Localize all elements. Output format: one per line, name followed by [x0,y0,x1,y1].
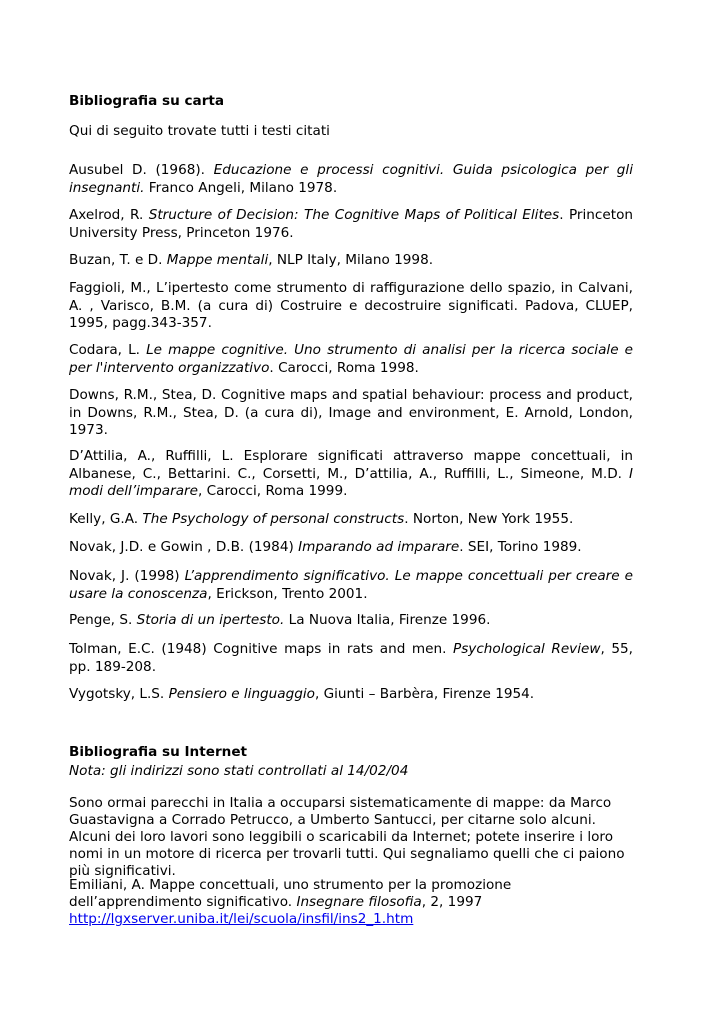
section-intro: Qui di seguito trovate tutti i testi citati [69,123,330,139]
reference-item: Ausubel D. (1968). Educazione e processi cognitivi. Guida psicologica per gli insegnanti. Franco Angeli, Milano 1978. [69,162,633,196]
reference-item: Penge, S. Storia di un ipertesto. La Nuova Italia, Firenze 1996. [69,612,491,628]
reference-item: Novak, J.D. e Gowin , D.B. (1984) Imparando ad imparare. SEI, Torino 1989. [69,539,582,555]
reference-item: Faggioli, M., L’ipertesto come strumento di raffigurazione dello spazio, in Calvani, A. , Varisco, B.M. (a cura di) Costruire e decostruire significati. Padova, CLUEP, 1995, pagg.343-357. [69,280,633,331]
reference-item: Axelrod, R. Structure of Decision: The Cognitive Maps of Political Elites. Princeton University Press, Princeton 1976. [69,207,633,241]
reference-item: Codara, L. Le mappe cognitive. Uno strumento di analisi per la ricerca sociale e per l'intervento organizzativo. Carocci, Roma 1998. [69,342,633,376]
section-note: Nota: gli indirizzi sono stati controllati al 14/02/04 [69,763,409,779]
reference-link[interactable]: http://lgxserver.uniba.it/lei/scuola/insfil/ins2_1.htm [69,911,414,927]
intro-paragraph: Sono ormai parecchi in Italia a occuparsi sistematicamente di mappe: da Marco Guastavigna a Corrado Petrucco, a Umberto Santucci, per citarne solo alcuni. Alcuni dei loro lavori sono leggibili o scaricabili da Internet; potete inserire i loro nomi in un motore di ricerca per trovarli tutti. Qui segnaliamo quelli che ci paiono più significativi. [69,795,625,879]
reference-item: Downs, R.M., Stea, D. Cognitive maps and spatial behaviour: process and product, in Downs, R.M., Stea, D. (a cura di), Image and environment, E. Arnold, London, 1973. [69,387,633,438]
reference-item: Novak, J. (1998) L’apprendimento significativo. Le mappe concettuali per creare e usare la conoscenza, Erickson, Trento 2001. [69,568,633,602]
reference-item: Buzan, T. e D. Mappe mentali, NLP Italy, Milano 1998. [69,252,434,268]
reference-item: Tolman, E.C. (1948) Cognitive maps in rats and men. Psychological Review, 55, pp. 189-208. [69,641,633,675]
section-title-paper: Bibliografia su carta [69,93,225,109]
section-title-internet: Bibliografia su Internet [69,744,248,760]
reference-item: Vygotsky, L.S. Pensiero e linguaggio, Giunti – Barbèra, Firenze 1954. [69,686,535,702]
web-reference-item: Emiliani, A. Mappe concettuali, uno strumento per la promozione dell’apprendimento significativo. Insegnare filosofia, 2, 1997 http://lgxserver.uniba.it/lei/scuola/insfil/ins2_1.htm [69,877,512,927]
reference-item: D’Attilia, A., Ruffilli, L. Esplorare significati attraverso mappe concettuali, in Albanese, C., Bettarini. C., Corsetti, M., D’attilia, A., Ruffilli, L., Simeone, M.D. I modi dell’imparare, Carocci, Roma 1999. [69,448,633,499]
reference-item: Kelly, G.A. The Psychology of personal constructs. Norton, New York 1955. [69,511,574,527]
